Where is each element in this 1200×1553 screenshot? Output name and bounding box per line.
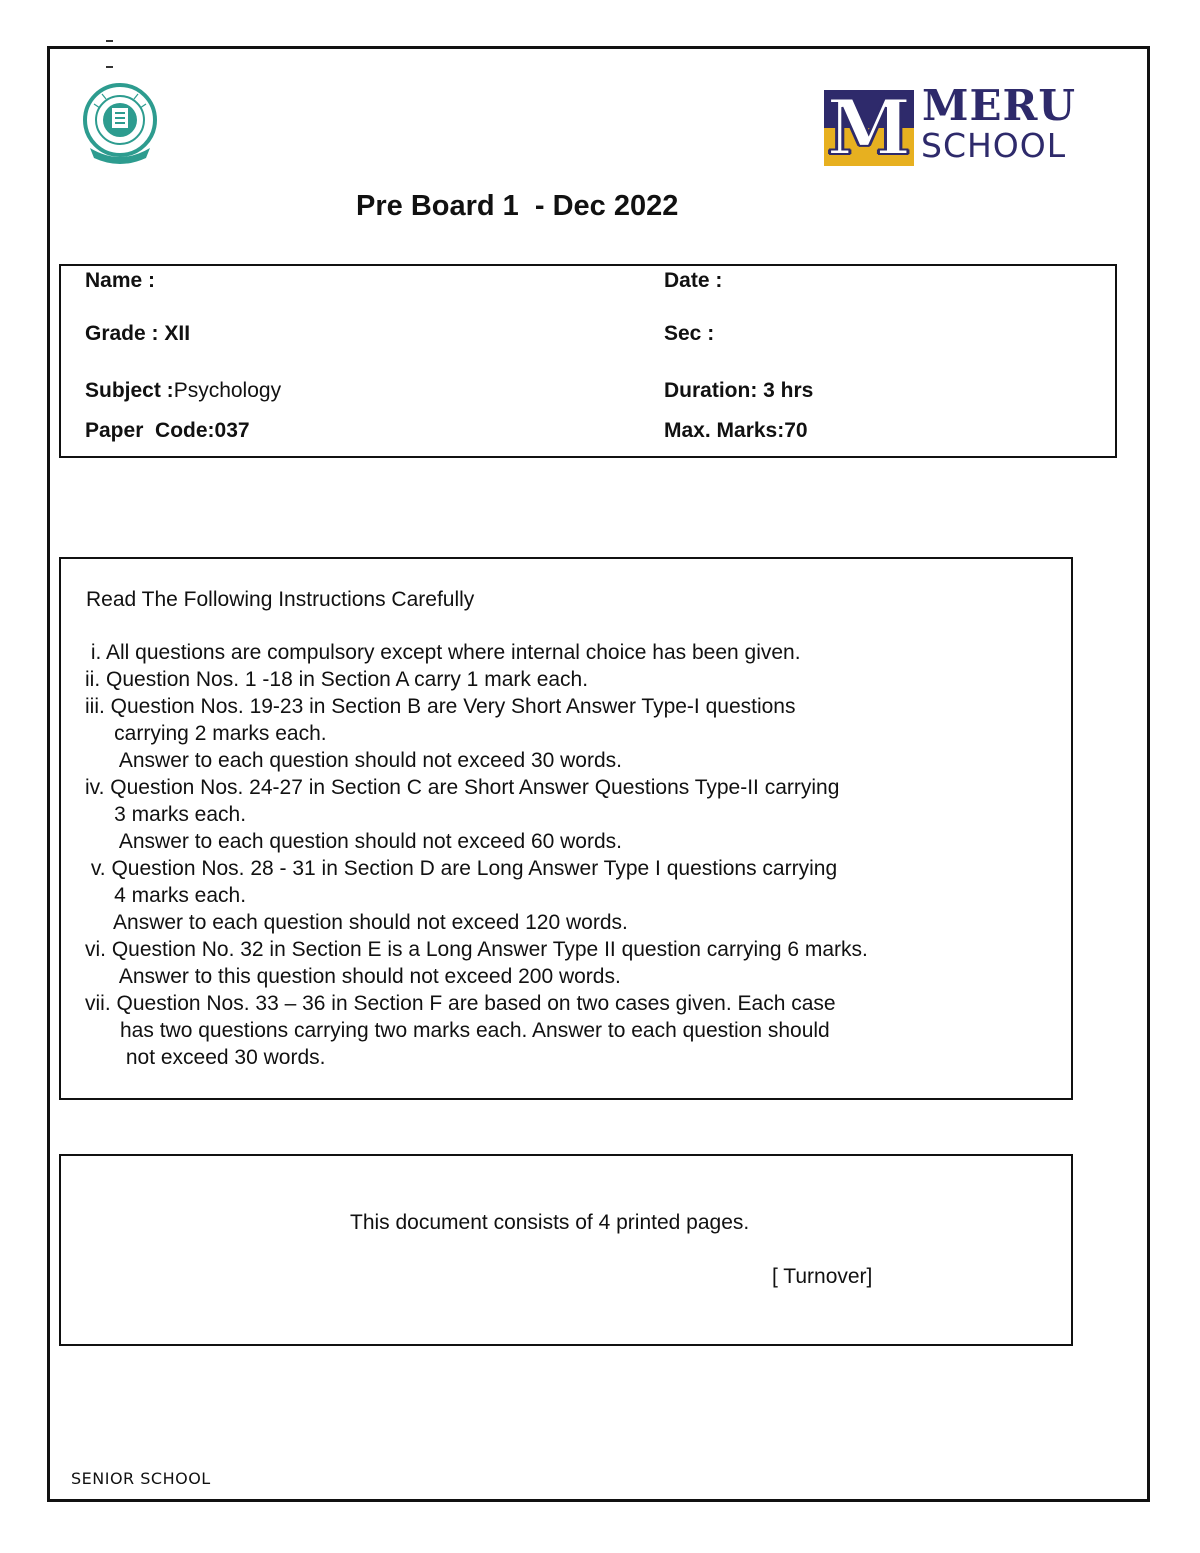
date-label: Date : <box>664 269 723 292</box>
duration-label: Duration: 3 hrs <box>664 379 814 402</box>
instruction-line: i. All questions are compulsory except where internal choice has been given. <box>85 641 801 664</box>
instruction-line: iii. Question Nos. 19-23 in Section B are Very Short Answer Type-I questions <box>85 695 796 718</box>
meru-m-badge <box>824 83 914 172</box>
instruction-line: iv. Question Nos. 24-27 in Section C are Short Answer Questions Type-II carrying <box>85 776 840 799</box>
pages-note: This document consists of 4 printed pages. <box>350 1211 750 1234</box>
instruction-line: Answer to each question should not exceed 120 words. <box>85 911 628 934</box>
meru-logo-sub: SCHOOL <box>921 126 1067 165</box>
top-dash-1 <box>106 40 113 42</box>
instruction-line: vii. Question Nos. 33 – 36 in Section F are based on two cases given. Each case <box>85 992 836 1015</box>
instruction-line: Answer to each question should not exceed 60 words. <box>85 830 622 853</box>
subject-value: Psychology <box>173 379 282 402</box>
instruction-line: has two questions carrying two marks each. Answer to each question should <box>85 1019 830 1042</box>
name-label: Name : <box>85 269 156 292</box>
instruction-line: Answer to this question should not exceed 200 words. <box>85 965 621 988</box>
grade-label: Grade : XII <box>85 322 191 345</box>
instruction-line: vi. Question No. 32 in Section E is a Long Answer Type II question carrying 6 marks. <box>85 938 868 961</box>
turnover-note: [ Turnover] <box>772 1265 873 1288</box>
max-marks: Max. Marks:70 <box>664 419 808 442</box>
meru-logo-word: MERU <box>922 81 1077 130</box>
paper-code: Paper Code:037 <box>85 419 250 442</box>
cbse-seal-logo <box>80 82 160 166</box>
meru-m-letter: M <box>826 83 912 172</box>
pages-note-box <box>59 1154 1073 1346</box>
instruction-line: Answer to each question should not exceed 30 words. <box>85 749 622 772</box>
instructions-heading: Read The Following Instructions Carefully <box>86 588 475 611</box>
instruction-line: carrying 2 marks each. <box>85 722 327 745</box>
instruction-line: 3 marks each. <box>85 803 247 826</box>
senior-school-label: SENIOR SCHOOL <box>71 1469 211 1488</box>
meru-school-logo <box>824 81 1096 172</box>
page-title: Pre Board 1 - Dec 2022 <box>356 190 679 222</box>
instruction-line: v. Question Nos. 28 - 31 in Section D are Long Answer Type I questions carrying <box>85 857 838 880</box>
instruction-line: ii. Question Nos. 1 -18 in Section A carry 1 mark each. <box>85 668 589 691</box>
sec-label: Sec : <box>664 322 715 345</box>
subject-field: Subject :Psychology <box>85 379 282 402</box>
instruction-line: 4 marks each. <box>85 884 247 907</box>
instruction-line: not exceed 30 words. <box>85 1046 326 1069</box>
